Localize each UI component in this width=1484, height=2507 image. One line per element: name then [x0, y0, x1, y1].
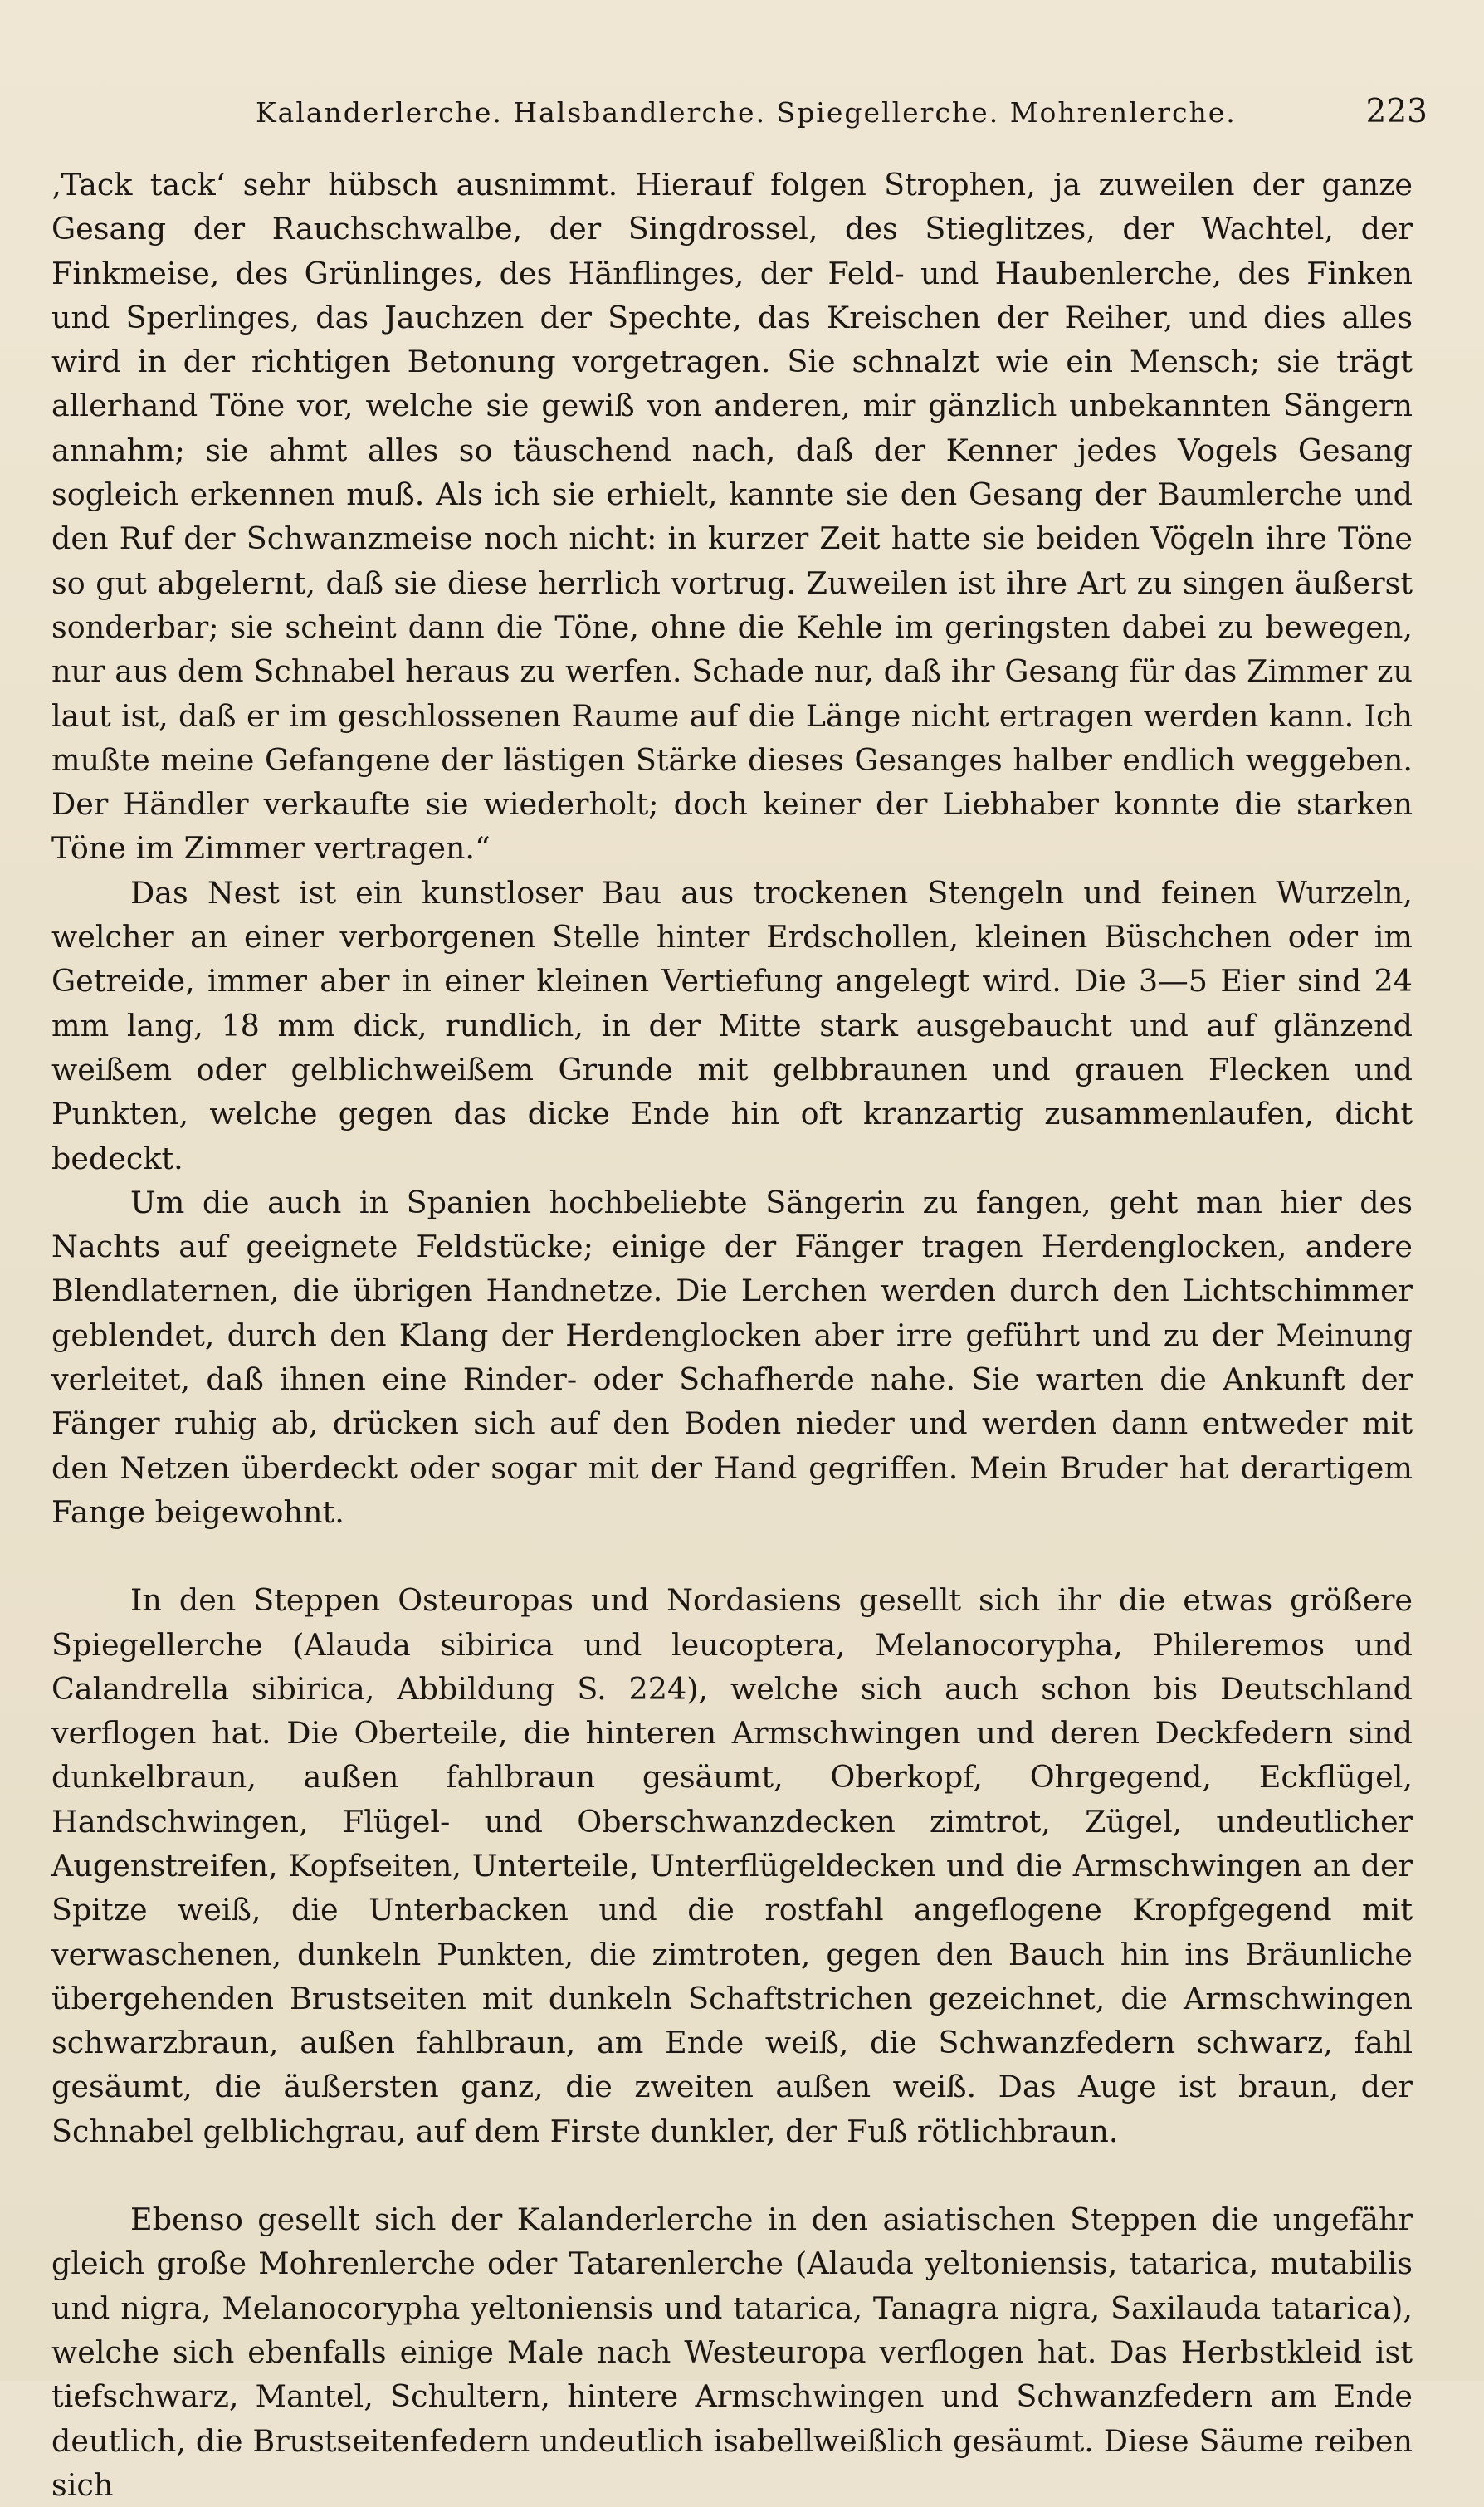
body-text [51, 163, 1413, 2507]
paragraph-capture: Um die auch in Spanien hochbeliebte Sängerin zu fangen, geht man hier des Nachts auf geeignete Feldstücke; einige der Fänger tragen Herdenglocken, andere Blendlaternen, die übrigen Handnetze. Die Lerchen werden durch den Lichtschimmer geblendet, durch den Klang der Herdenglocken aber irre geführt und zu der Meinung verleitet, daß ihnen eine Rinder- oder Schafherde nahe. Sie warten die Ankunft der Fänger ruhig ab, drücken sich auf den Boden nieder und werden dann entweder mit den Netzen überdeckt oder sogar mit der Hand gegriffen. Mein Bruder hat derartigem Fange beigewohnt. [51, 1184, 1413, 1530]
page-number: 223 [1365, 93, 1428, 130]
page-header [50, 93, 1428, 143]
paragraph-continued-quote: ‚Tack tack‘ sehr hübsch ausnimmt. Hierauf folgen Strophen, ja zuweilen der ganze Gesang der Rauchschwalbe, der Singdrossel, des Stieglitzes, der Wachtel, der Finkmeise, des Grünlinges, des Hänflinges, der Feld- und Haubenlerche, des Finken und Sperlinges, das Jauchzen der Spechte, das Kreischen der Reiher, und dies alles wird in der richtigen Betonung vorgetragen. Sie schnalzt wie ein Mensch; sie trägt allerhand Töne vor, welche sie gewiß von anderen, mir gänzlich unbekannten Sängern annahm; sie ahmt alles so täuschend nach, daß der Kenner jedes Vogels Gesang sogleich erkennen muß. Als ich sie erhielt, kannte sie den Gesang der Baumlerche und den Ruf der Schwanzmeise noch nicht: in kurzer Zeit hatte sie beiden Vögeln ihre Töne so gut abgelernt, daß sie diese herrlich vortrug. Zuweilen ist ihre Art zu singen äußerst sonderbar; sie scheint dann die Töne, ohne die Kehle im geringsten dabei zu bewegen, nur aus dem Schnabel heraus zu werfen. Schade nur, daß ihr Gesang für das Zimmer zu laut ist, daß er im geschlossenen Raume auf die Länge nicht ertragen werden kann. Ich mußte meine Gefangene der lästigen Stärke dieses Gesanges halber endlich weggeben. Der Händler verkaufte sie wiederholt; doch keiner der Liebhaber konnte die starken Töne im Zimmer vertragen.“ [51, 167, 1413, 867]
paragraph-spiegellerche: In den Steppen Osteuropas und Nordasiens gesellt sich ihr die etwas größere Spiegellerche (Alauda sibirica und leucoptera, Melanocorypha, Phileremos und Calandrella sibirica, Abbildung S. 224), welche sich auch schon bis Deutschland verflogen hat. Die Oberteile, die hinteren Armschwingen und deren Deckfedern sind dunkelbraun, außen fahlbraun gesäumt, Oberkopf, Ohrgegend, Eckflügel, Handschwingen, Flügel- und Oberschwanzdecken zimtrot, Zügel, undeutlicher Augenstreifen, Kopfseiten, Unterteile, Unterflügeldecken und die Armschwingen an der Spitze weiß, die Unterbacken und die rostfahl angeflogene Kropfgegend mit verwaschenen, dunkeln Punkten, die zimtroten, gegen den Bauch hin ins Bräunliche übergehenden Brustseiten mit dunkeln Schaftstrichen gezeichnet, die Armschwingen schwarzbraun, außen fahlbraun, am Ende weiß, die Schwanzfedern schwarz, fahl gesäumt, die äußersten ganz, die zweiten außen weiß. Das Auge ist braun, der Schnabel gelblichgrau, auf dem Firste dunkler, der Fuß rötlichbraun. [51, 1582, 1413, 2149]
paragraph-mohrenlerche: Ebenso gesellt sich der Kalanderlerche in den asiatischen Steppen die ungefähr gleich große Mohrenlerche oder Tatarenlerche (Alauda yeltoniensis, tatarica, mutabilis und nigra, Melanocorypha yeltoniensis und tatarica, Tanagra nigra, Saxilauda tatarica), welche sich ebenfalls einige Male nach Westeuropa verflogen hat. Das Herbstkleid ist tiefschwarz, Mantel, Schultern, hintere Armschwingen und Schwanzfedern am Ende deutlich, die Brustseitenfedern undeutlich isabellweißlich gesäumt. Diese Säume reiben sich [51, 2202, 1413, 2503]
paragraph-nest: Das Nest ist ein kunstloser Bau aus trockenen Stengeln und feinen Wurzeln, welcher an einer verborgenen Stelle hinter Erdschollen, kleinen Büschchen oder im Getreide, immer aber in einer kleinen Vertiefung angelegt wird. Die 3—5 Eier sind 24 mm lang, 18 mm dick, rundlich, in der Mitte stark ausgebaucht und auf glänzend weißem oder gelblichweißem Grunde mit gelbbraunen und grauen Flecken und Punkten, welche gegen das dicke Ende hin oft kranzartig zusammenlaufen, dicht bedeckt. [51, 874, 1413, 1176]
running-head: Kalanderlerche. Halsbandlerche. Spiegellerche. Mohrenlerche. [256, 96, 1237, 129]
